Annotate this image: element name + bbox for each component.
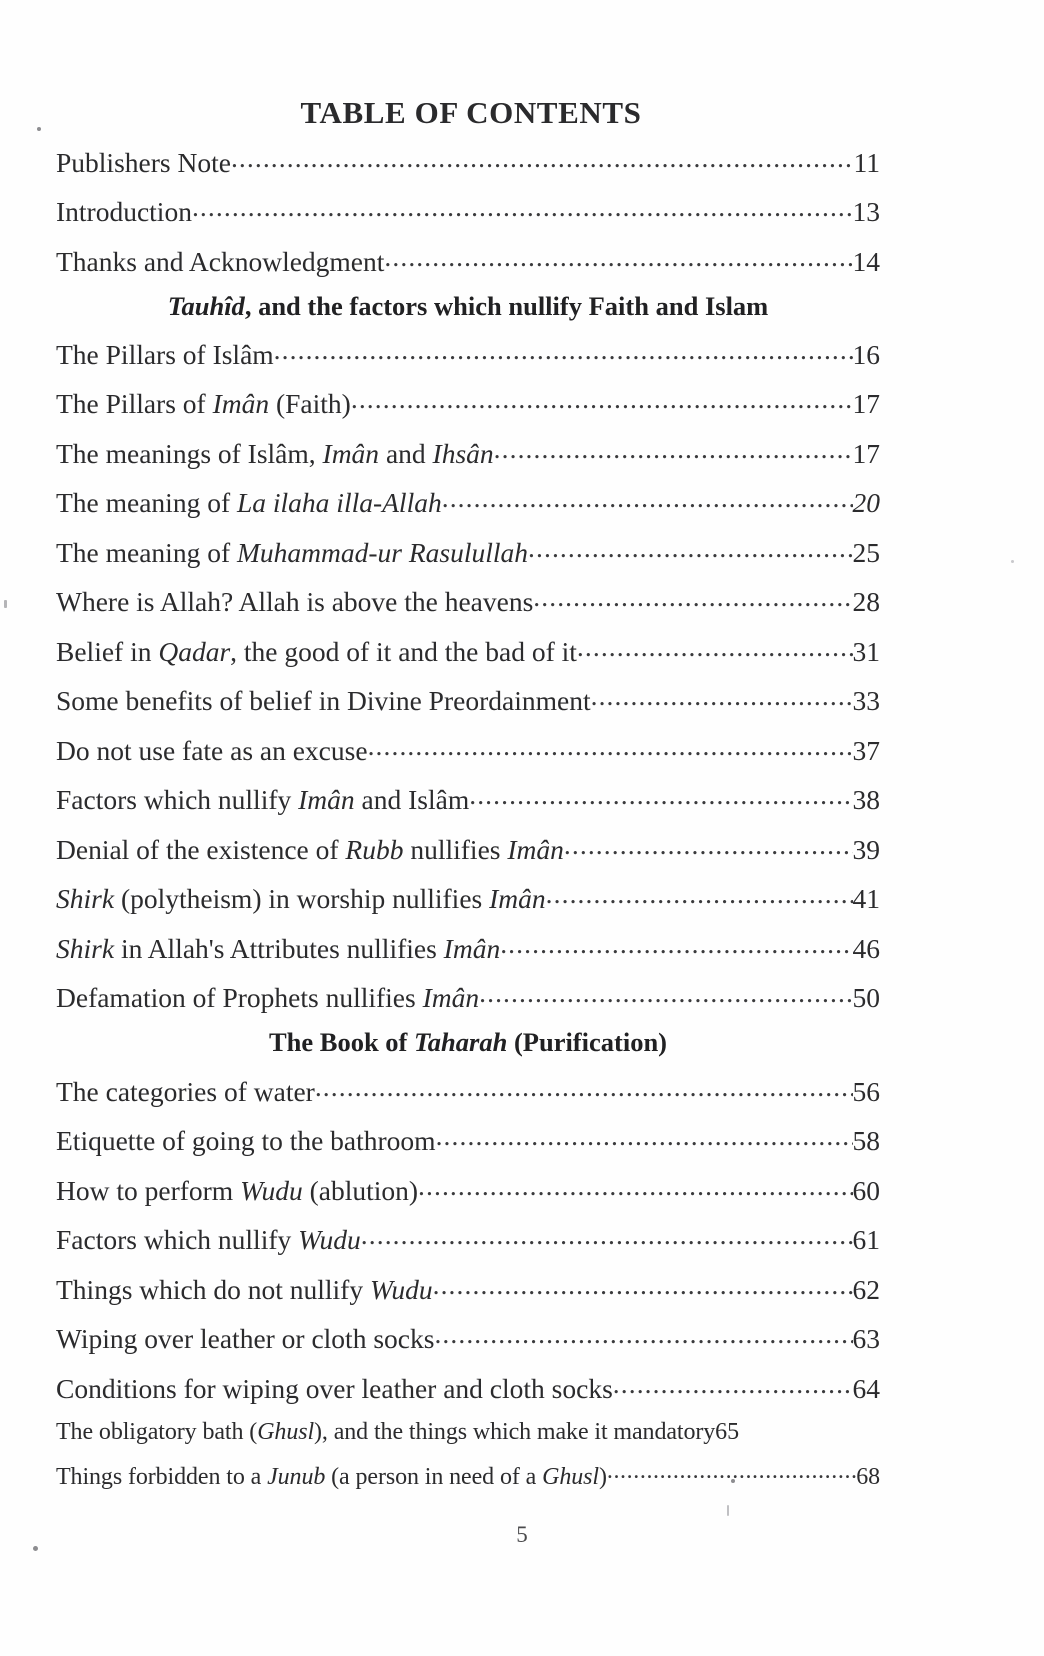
toc-entry-text: Do not use fate as an excuse — [56, 734, 368, 766]
toc-entry-label — [56, 489, 442, 517]
toc-entry-page-number: 56 — [852, 1075, 880, 1107]
scan-speck — [1011, 560, 1014, 563]
page-title: TABLE OF CONTENTS — [300, 95, 642, 130]
toc-entry-term: Imân — [322, 437, 380, 469]
toc-entry[interactable] — [56, 435, 880, 467]
toc-entry[interactable] — [56, 584, 880, 616]
toc-entry-text: and — [379, 437, 433, 469]
toc-entry-label — [56, 635, 577, 667]
toc-leader-dots — [434, 1321, 852, 1349]
toc-entry[interactable] — [56, 1370, 880, 1402]
toc-leader-dots — [546, 881, 853, 909]
toc-entry-text: (Faith) — [269, 388, 351, 420]
page-number: 5 — [516, 1522, 528, 1547]
toc-entry[interactable] — [56, 534, 880, 566]
toc-entry-page-number: 11 — [853, 146, 880, 178]
toc-entry[interactable] — [56, 683, 880, 715]
toc-entry[interactable] — [56, 1321, 880, 1353]
toc-entry-label — [56, 687, 591, 715]
toc-entry[interactable] — [56, 485, 880, 517]
toc-entry[interactable] — [56, 633, 880, 665]
toc-leader-dots — [274, 336, 853, 364]
toc-entry-text: in Allah's Attributes nullifies — [114, 932, 444, 964]
toc-entry-label — [56, 1075, 315, 1107]
toc-entry-text: Some benefits of belief in Divine Preordainment — [56, 685, 591, 717]
toc-entry-term: Wudu — [240, 1174, 303, 1206]
section-heading-text: (Purification) — [507, 1027, 668, 1058]
toc-entry-page-number: 64 — [852, 1372, 880, 1404]
toc-entry-text: ) — [598, 1463, 607, 1490]
toc-entry-label — [56, 338, 274, 370]
toc-entry-text: Defamation of Prophets nullifies — [56, 982, 423, 1014]
toc-entry[interactable] — [56, 144, 880, 176]
toc-leader-dots — [361, 1222, 853, 1250]
toc-section-heading — [56, 1029, 880, 1057]
toc-entry-text: Introduction — [56, 196, 192, 228]
toc-entry-text: The meaning of — [56, 487, 237, 519]
toc-entry-page-number: 50 — [852, 982, 880, 1014]
toc-entry[interactable] — [56, 1073, 880, 1105]
scan-speck — [37, 127, 41, 131]
toc-entry-term: Shirk — [56, 932, 115, 964]
toc-entry[interactable] — [56, 1460, 880, 1489]
toc-entry-label — [56, 1127, 436, 1155]
toc-leader-dots — [494, 435, 853, 463]
toc-entry-text: The meanings of Islâm, — [56, 437, 323, 469]
toc-entry-page-number: 20 — [852, 487, 880, 519]
toc-entry-label — [56, 588, 533, 616]
toc-entry-term: Rubb — [345, 833, 404, 865]
toc-entry[interactable] — [56, 930, 880, 962]
toc-entry-page-number: 28 — [852, 586, 880, 618]
toc-entry-term: Ihsân — [432, 437, 494, 469]
toc-entry-text: Wiping over leather or cloth socks — [56, 1323, 435, 1355]
toc-entry[interactable] — [56, 243, 880, 275]
toc-entry-term: Imân — [298, 784, 355, 816]
toc-leader-dots — [591, 683, 853, 711]
toc-entry-text: The categories of water — [56, 1075, 315, 1107]
toc-entry[interactable] — [56, 782, 880, 814]
toc-entry-term: Wudu — [369, 1273, 433, 1305]
toc-entry-term: Qadar — [158, 635, 231, 667]
toc-entry[interactable] — [56, 194, 880, 226]
toc-entry[interactable] — [56, 1172, 880, 1204]
toc-entry-text: (a person in need of a — [325, 1463, 543, 1490]
toc-entry-page-number: 14 — [852, 245, 880, 277]
section-heading-text: , and the factors which nullify Faith and Islam — [244, 290, 769, 321]
toc-entry-label — [56, 1273, 433, 1305]
toc-entry-text: Thanks and Acknowledgment — [56, 245, 385, 277]
toc-entry[interactable] — [56, 831, 880, 863]
toc-entry-term: Muhammad-ur Rasulullah — [236, 536, 529, 568]
toc-list — [56, 144, 880, 1489]
toc-leader-dots — [192, 194, 853, 222]
toc-entry-page-number: 60 — [852, 1174, 880, 1206]
toc-entry-label — [56, 932, 501, 964]
toc-entry-label — [56, 390, 351, 418]
toc-entry[interactable] — [56, 1222, 880, 1254]
toc-entry[interactable] — [56, 881, 880, 913]
toc-entry-label — [56, 245, 385, 277]
toc-entry-label — [56, 1420, 715, 1444]
toc-entry-text: (ablution) — [302, 1174, 419, 1206]
toc-entry[interactable] — [56, 1271, 880, 1303]
toc-section-heading — [56, 290, 880, 321]
toc-content — [56, 96, 880, 1505]
toc-entry[interactable] — [56, 386, 880, 418]
toc-entry-text: The Pillars of — [56, 388, 213, 420]
toc-entry-text: The Pillars of Islâm — [56, 338, 274, 370]
toc-entry-page-number: 13 — [852, 196, 880, 228]
toc-leader-dots — [368, 732, 853, 760]
toc-entry-page-number: 16 — [852, 338, 880, 370]
toc-leader-dots — [607, 1460, 856, 1484]
scan-speck — [727, 1505, 729, 1516]
toc-leader-dots — [528, 534, 852, 562]
toc-entry-term: Wudu — [298, 1224, 361, 1256]
toc-entry-term: La ilaha illa-Allah — [236, 487, 442, 519]
toc-entry-label — [56, 146, 231, 178]
toc-entry-page-number: 31 — [852, 635, 880, 667]
toc-entry-label — [56, 1325, 434, 1353]
toc-entry-page-number: 38 — [852, 784, 880, 816]
toc-entry-page-number: 39 — [852, 833, 880, 865]
toc-entry-label — [56, 833, 564, 865]
toc-entry-page-number: 46 — [852, 932, 880, 964]
toc-entry-term: Imân — [422, 982, 480, 1014]
toc-entry-page-number: 25 — [852, 536, 880, 568]
toc-entry-page-number: 65 — [715, 1418, 739, 1445]
toc-entry-text: Etiquette of going to the bathroom — [56, 1125, 436, 1157]
toc-entry[interactable] — [56, 1420, 880, 1444]
toc-leader-dots — [436, 1123, 853, 1151]
toc-leader-dots — [577, 633, 853, 661]
toc-entry-text: Things forbidden to a — [56, 1463, 268, 1490]
toc-leader-dots — [384, 243, 852, 271]
scan-speck — [4, 600, 7, 608]
toc-entry-term: Ghusl — [542, 1463, 599, 1490]
toc-entry-label — [56, 1226, 361, 1254]
toc-entry-text: The meaning of — [56, 536, 237, 568]
section-heading-text: The Book of — [268, 1027, 415, 1058]
toc-entry-text: Things which do not nullify — [56, 1273, 370, 1305]
section-heading-term: Taharah — [414, 1027, 508, 1058]
toc-leader-dots — [533, 584, 852, 612]
toc-entry-label — [56, 786, 469, 814]
toc-entry-text: How to perform — [56, 1174, 241, 1206]
toc-entry-text: Where is Allah? Allah is above the heavens — [56, 586, 534, 618]
toc-entry-term: Junub — [267, 1463, 326, 1490]
toc-entry-term: Imân — [489, 883, 546, 915]
toc-entry-text: (polytheism) in worship nullifies — [114, 883, 490, 915]
toc-entry-text: nullifies — [403, 833, 508, 865]
toc-entry-page-number: 62 — [852, 1273, 880, 1305]
toc-leader-dots — [231, 144, 854, 172]
toc-entry-term: Imân — [212, 388, 270, 420]
toc-entry-term: Imân — [507, 833, 564, 865]
toc-entry-page-number: 17 — [852, 437, 880, 469]
toc-entry-label — [56, 1174, 419, 1206]
toc-entry-text: Denial of the existence of — [56, 833, 346, 865]
toc-entry-label — [56, 734, 368, 766]
toc-entry-label — [56, 1465, 607, 1489]
toc-leader-dots — [564, 831, 853, 859]
toc-leader-dots — [433, 1271, 853, 1299]
toc-entry[interactable] — [56, 980, 880, 1012]
toc-leader-dots — [500, 930, 852, 958]
toc-entry-label — [56, 198, 192, 226]
toc-entry-text: The obligatory bath ( — [56, 1418, 258, 1445]
toc-entry-page-number: 37 — [852, 734, 880, 766]
toc-entry-text: and Islâm — [354, 784, 470, 816]
toc-entry-page-number: 41 — [852, 883, 880, 915]
toc-leader-dots — [351, 386, 853, 414]
section-heading-term: Tauhîd — [167, 290, 245, 321]
toc-entry-page-number: 68 — [856, 1463, 880, 1490]
toc-entry-text: Belief in — [56, 635, 159, 667]
toc-leader-dots — [613, 1370, 853, 1398]
toc-entry-page-number: 33 — [852, 685, 880, 717]
toc-entry-label — [56, 536, 529, 568]
toc-leader-dots — [442, 485, 853, 513]
toc-leader-dots — [479, 980, 852, 1008]
toc-entry-page-number: 58 — [852, 1125, 880, 1157]
toc-entry[interactable] — [56, 732, 880, 764]
toc-entry-text: Factors which nullify — [56, 1224, 299, 1256]
toc-entry-text: , the good of it and the bad of it — [230, 635, 577, 667]
toc-entry[interactable] — [56, 336, 880, 368]
toc-entry-label — [56, 984, 479, 1012]
toc-entry-label — [56, 437, 494, 469]
toc-entry-page-number: 63 — [852, 1323, 880, 1355]
toc-entry-label — [56, 1372, 613, 1404]
toc-entry-term: Imân — [443, 932, 501, 964]
toc-entry-text: Conditions for wiping over leather and cloth socks — [56, 1372, 613, 1404]
toc-entry[interactable] — [56, 1123, 880, 1155]
toc-entry-text: Publishers Note — [56, 146, 231, 178]
toc-leader-dots — [315, 1073, 853, 1101]
toc-leader-dots — [418, 1172, 852, 1200]
toc-entry-page-number: 17 — [852, 388, 880, 420]
toc-entry-term: Shirk — [56, 883, 115, 915]
toc-leader-dots — [469, 782, 852, 810]
toc-entry-page-number: 61 — [852, 1224, 880, 1256]
toc-entry-term: Ghusl — [257, 1418, 315, 1445]
toc-entry-text: Factors which nullify — [56, 784, 299, 816]
toc-entry-text: ), and the things which make it mandatory — [314, 1418, 716, 1445]
toc-entry-label — [56, 885, 546, 913]
